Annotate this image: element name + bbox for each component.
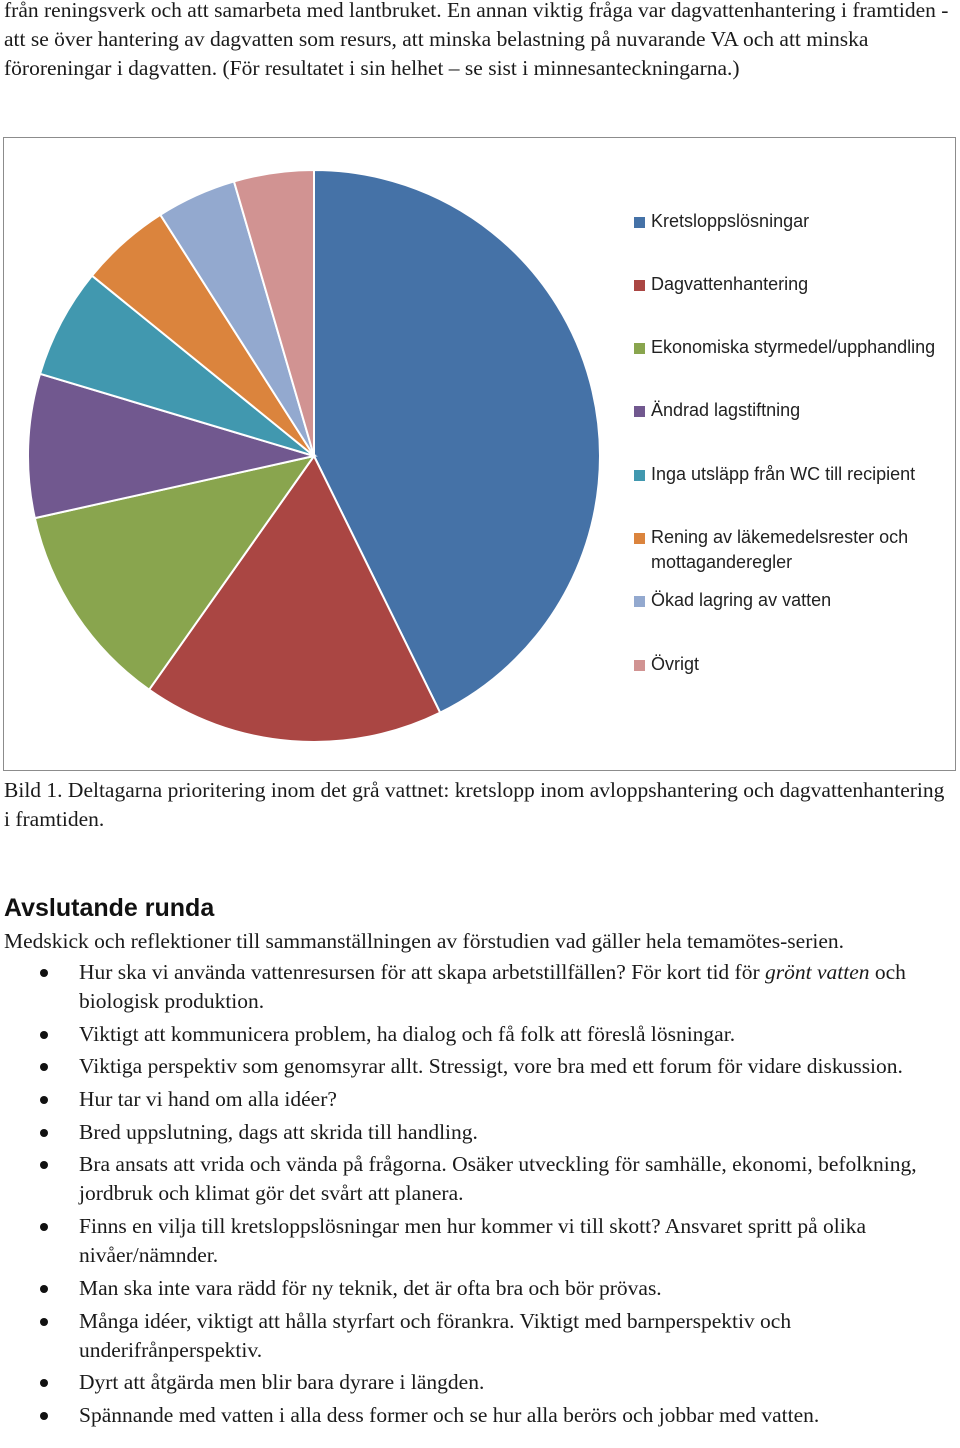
legend-label: Ekonomiska styrmedel/upphandling: [651, 337, 936, 357]
legend-label: Ökad lagring av vatten: [651, 590, 832, 610]
legend-item: [631, 398, 951, 423]
legend-label: Ändrad lagstiftning: [651, 400, 801, 420]
legend-label: Rening av läkemedelsrester och mottaganderegler: [651, 527, 909, 572]
legend-swatch: [634, 406, 645, 417]
legend-swatch: [634, 343, 645, 354]
legend-swatch: [634, 470, 645, 481]
bullet-dot-icon: [40, 1223, 48, 1231]
bullet-dot-icon: [40, 1161, 48, 1169]
legend-label: Inga utsläpp från WC till recipient: [651, 464, 916, 484]
list-item: Många idéer, viktigt att hålla styrfart och förankra. Viktigt med barnperspektiv och underifrånperspektiv.: [0, 1307, 960, 1365]
legend-swatch: [634, 660, 645, 671]
intro-paragraph: från reningsverk och att samarbeta med lantbruket. En annan viktig fråga var dagvattenhantering i framtiden - att se över hantering av dagvatten som resurs, att minska belastning på nuvarande VA och att minska föroreningar i dagvatten. (För resultatet i sin helhet – se sist i minnesanteckningarna.): [4, 0, 949, 80]
list-item: Viktiga perspektiv som genomsyrar allt. Stressigt, vore bra med ett forum för vidare diskussion.: [0, 1052, 960, 1081]
legend-label: Övrigt: [651, 654, 700, 674]
section-intro: Medskick och reflektioner till sammanställningen av förstudien vad gäller hela temamötes-serien.: [4, 929, 845, 953]
bullet-dot-icon: [40, 1063, 48, 1071]
legend-item: [631, 335, 951, 360]
figure-caption: Bild 1. Deltagarna prioritering inom det grå vattnet: kretslopp inom avloppshantering och dagvattenhantering i framtiden.: [4, 778, 945, 831]
list-item: Hur ska vi använda vattenresursen för att skapa arbetstillfällen? För kort tid för grönt vatten och biologisk produktion.: [0, 958, 960, 1016]
list-item: Bra ansats att vrida och vända på frågorna. Osäker utveckling för samhälle, ekonomi, befolkning, jordbruk och klimat gör det svårt att planera.: [0, 1150, 960, 1208]
bullet-dot-icon: [40, 1031, 48, 1039]
legend-item: [631, 652, 951, 677]
bullet-dot-icon: [40, 1412, 48, 1420]
legend-label: Dagvattenhantering: [651, 274, 809, 294]
legend-item: [631, 209, 951, 234]
legend-swatch: [634, 596, 645, 607]
list-item: Man ska inte vara rädd för ny teknik, det är ofta bra och bör prövas.: [0, 1274, 960, 1303]
legend-item: [631, 462, 951, 487]
pie-chart: [3, 137, 956, 771]
legend-item: [631, 588, 951, 613]
bullet-dot-icon: [40, 1285, 48, 1293]
legend-swatch: [634, 533, 645, 544]
bullet-dot-icon: [40, 1096, 48, 1104]
legend-item: [631, 272, 951, 297]
bullet-dot-icon: [40, 1379, 48, 1387]
list-item: Viktigt att kommunicera problem, ha dialog och få folk att föreslå lösningar.: [0, 1020, 960, 1049]
list-item: Hur tar vi hand om alla idéer?: [0, 1085, 960, 1114]
list-item: Bred uppslutning, dags att skrida till handling.: [0, 1118, 960, 1147]
bullet-dot-icon: [40, 969, 48, 977]
list-item: Spännande med vatten i alla dess former och se hur alla berörs och jobbar med vatten.: [0, 1401, 960, 1430]
section-heading: Avslutande runda: [4, 894, 215, 922]
list-item: Dyrt att åtgärda men blir bara dyrare i längden.: [0, 1368, 960, 1397]
list-item: Finns en vilja till kretsloppslösningar men hur kommer vi till skott? Ansvaret spritt på olika nivåer/nämnder.: [0, 1212, 960, 1270]
emphasis-text: grönt vatten: [764, 960, 870, 984]
legend-swatch: [634, 280, 645, 291]
legend-swatch: [634, 217, 645, 228]
bullet-list: [0, 958, 960, 1434]
bullet-dot-icon: [40, 1318, 48, 1326]
legend-item: [631, 525, 951, 575]
legend-label: Kretsloppslösningar: [651, 211, 810, 231]
bullet-dot-icon: [40, 1129, 48, 1137]
